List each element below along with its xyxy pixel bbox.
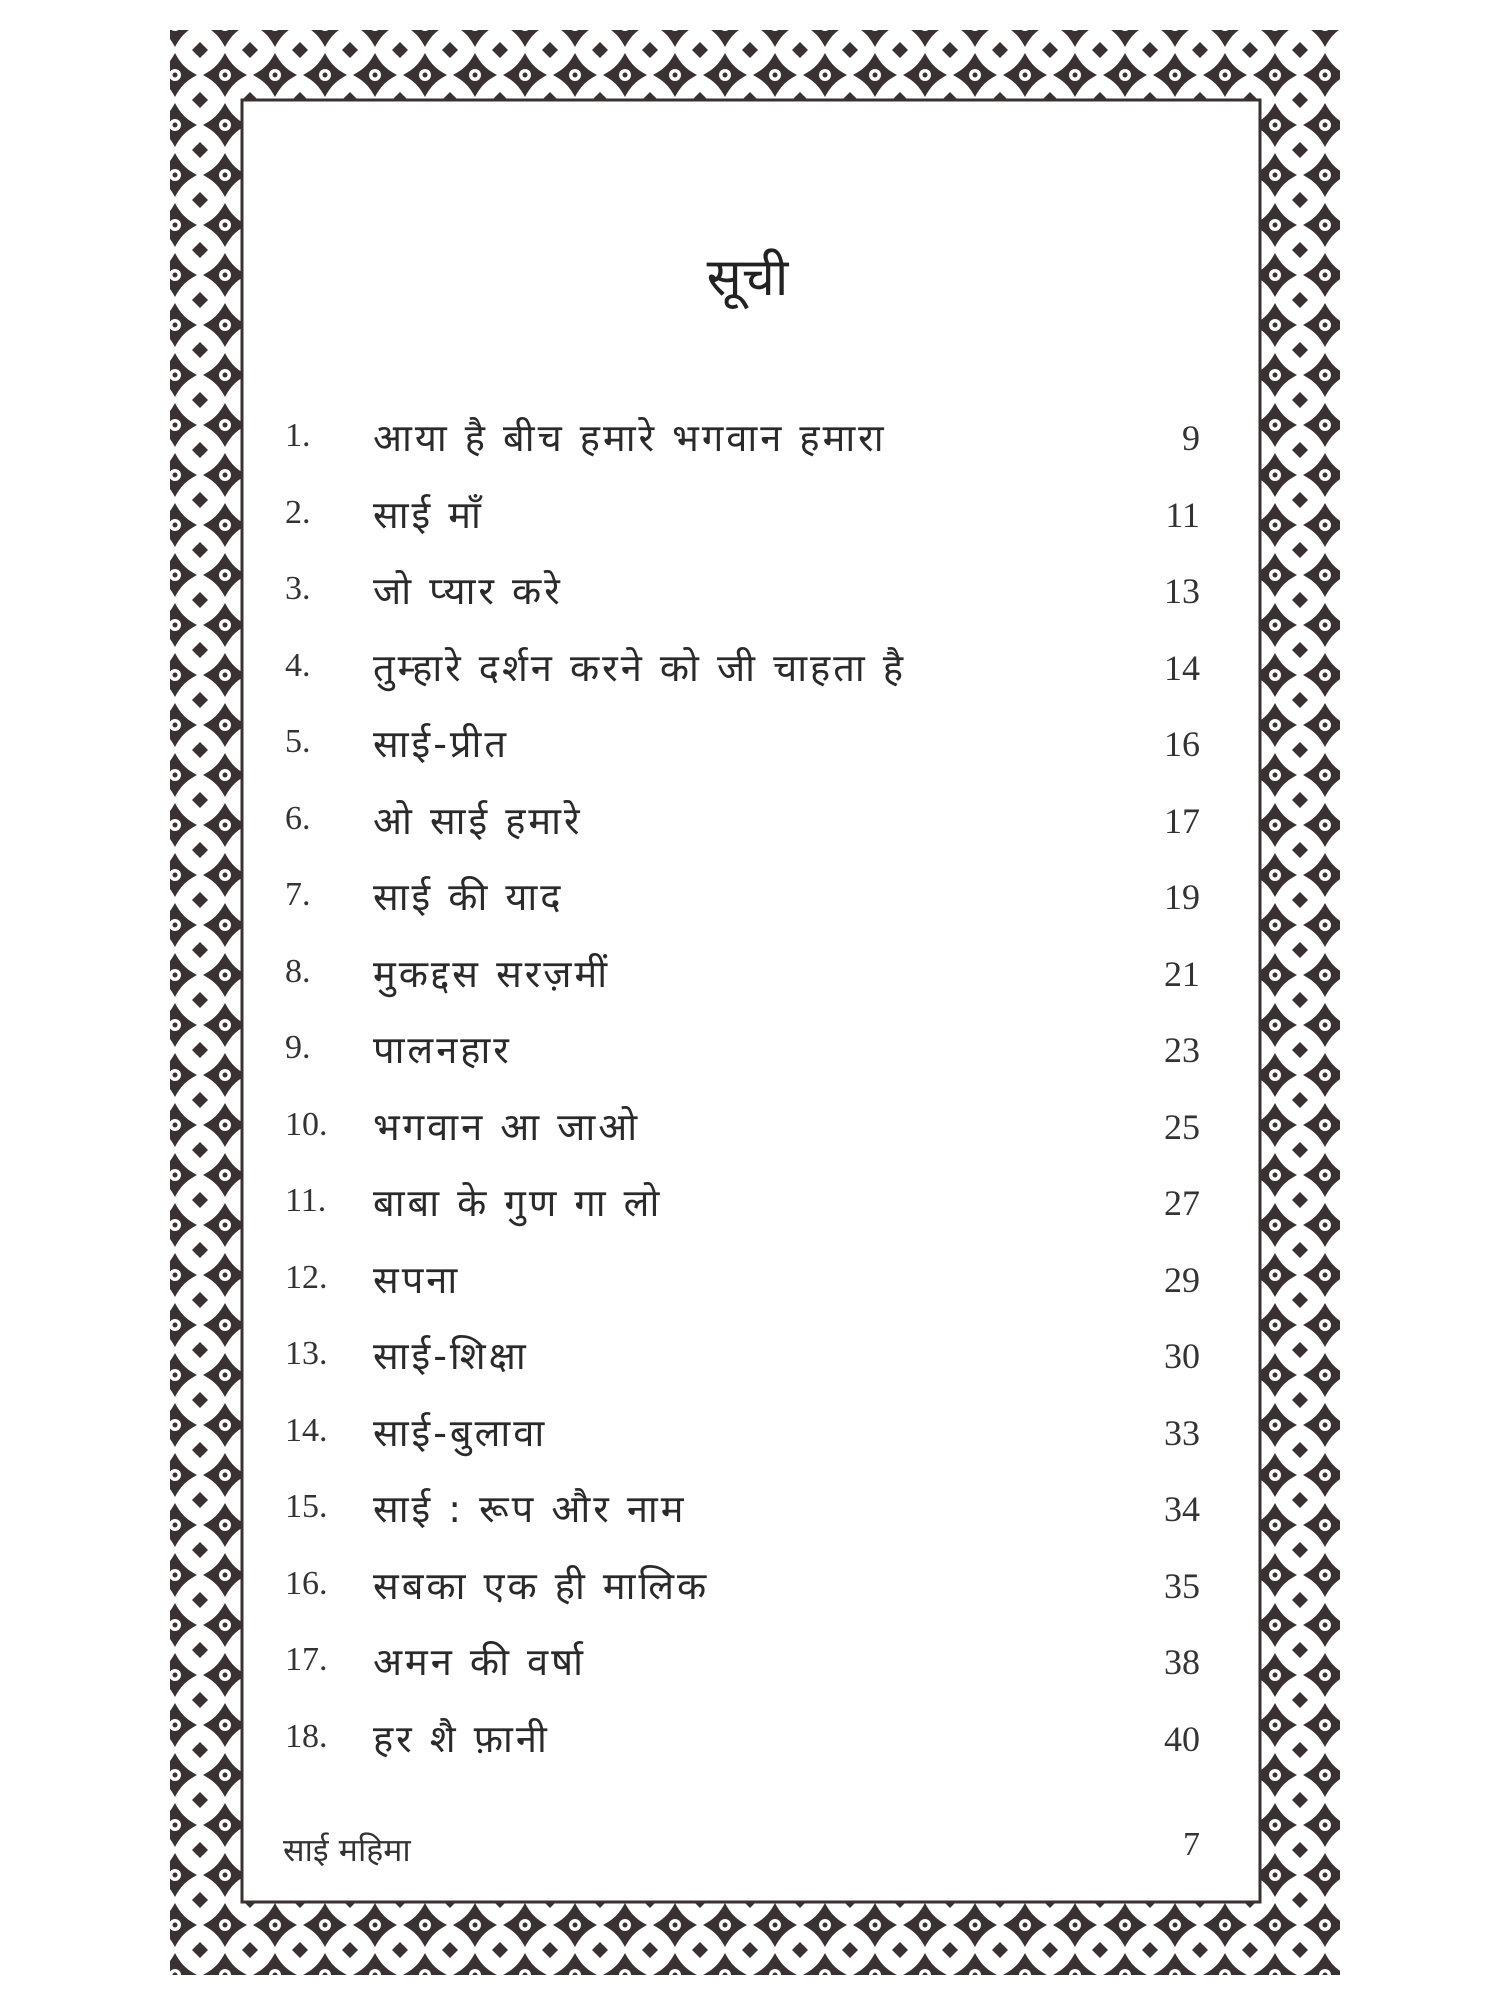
toc-entry (255, 405, 1240, 482)
toc-entry-page: 11 (1165, 494, 1200, 535)
toc-entry-page: 17 (1164, 800, 1200, 841)
toc-entry-page: 29 (1164, 1259, 1200, 1300)
toc-entry-number: 7. (285, 876, 311, 913)
toc-entry (255, 788, 1240, 865)
toc-entry-number: 9. (285, 1029, 311, 1066)
table-of-contents (255, 405, 1240, 1782)
toc-entry-title: साई की याद (373, 875, 564, 919)
toc-entry-page: 27 (1164, 1183, 1200, 1223)
toc-entry-page: 19 (1164, 877, 1200, 917)
toc-entry-title: अमन की वर्षा (373, 1640, 586, 1684)
page-number: 7 (1183, 1826, 1200, 1863)
toc-entry-number: 6. (285, 799, 311, 837)
toc-entry-number: 12. (285, 1258, 328, 1296)
toc-entry-page: 23 (1164, 1030, 1200, 1070)
toc-entry-title: साई-प्रीत (373, 722, 510, 766)
running-footer-title: साई महिमा (283, 1831, 411, 1869)
toc-entry (255, 558, 1240, 635)
toc-entry-title: ओ साई हमारे (373, 798, 583, 843)
toc-entry-page: 40 (1164, 1718, 1200, 1759)
toc-entry-title: सबका एक ही मालिक (373, 1563, 710, 1608)
toc-entry-page: 35 (1164, 1565, 1200, 1606)
toc-entry-page: 16 (1164, 724, 1200, 764)
toc-entry-title: साई माँ (373, 492, 484, 537)
toc-entry-number: 17. (285, 1641, 328, 1678)
toc-entry (255, 1706, 1240, 1783)
toc-entry (255, 1323, 1240, 1400)
toc-entry-number: 1. (285, 417, 311, 454)
toc-entry-title: तुम्हारे दर्शन करने को जी चाहता है (373, 645, 906, 690)
toc-entry-number: 2. (285, 493, 311, 531)
toc-entry (255, 941, 1240, 1018)
toc-entry (255, 635, 1240, 712)
toc-entry-number: 15. (285, 1488, 328, 1525)
toc-entry-page: 14 (1164, 647, 1200, 688)
toc-entry (255, 1247, 1240, 1324)
toc-entry-title: साई : रूप और नाम (373, 1487, 687, 1531)
toc-entry-number: 13. (285, 1335, 328, 1372)
toc-entry-title: मुकद्दस सरज़मीं (373, 951, 611, 996)
toc-entry (255, 711, 1240, 788)
toc-entry-title: जो प्यार करे (373, 569, 563, 613)
toc-entry (255, 1094, 1240, 1171)
toc-entry-title: हर शै फ़ानी (373, 1716, 550, 1761)
toc-entry-page: 9 (1182, 418, 1200, 458)
toc-entry-page: 33 (1164, 1412, 1200, 1453)
toc-entry-title: आया है बीच हमारे भगवान हमारा (373, 416, 887, 460)
page-title: सूची (706, 248, 789, 308)
toc-entry (255, 1017, 1240, 1094)
toc-entry-number: 18. (285, 1717, 328, 1755)
toc-entry (255, 1400, 1240, 1477)
toc-entry-page: 21 (1164, 953, 1200, 994)
toc-entry-page: 38 (1164, 1642, 1200, 1682)
toc-entry (255, 864, 1240, 941)
toc-entry (255, 1553, 1240, 1630)
toc-entry-title: बाबा के गुण गा लो (373, 1181, 663, 1225)
toc-entry-title: साई-बुलावा (373, 1410, 548, 1455)
toc-entry (255, 1629, 1240, 1706)
toc-entry-page: 34 (1164, 1489, 1200, 1529)
toc-entry-number: 14. (285, 1411, 328, 1449)
toc-entry-number: 3. (285, 570, 311, 607)
toc-entry (255, 1170, 1240, 1247)
toc-entry-page: 13 (1164, 571, 1200, 611)
toc-entry-title: साई-शिक्षा (373, 1334, 529, 1378)
page-content (255, 200, 1240, 1869)
toc-entry-number: 16. (285, 1564, 328, 1602)
toc-entry-page: 25 (1164, 1106, 1200, 1147)
toc-entry-number: 10. (285, 1105, 328, 1143)
toc-entry-number: 4. (285, 646, 311, 684)
toc-entry (255, 1476, 1240, 1553)
toc-entry-number: 5. (285, 723, 311, 760)
toc-entry (255, 482, 1240, 559)
toc-entry-number: 8. (285, 952, 311, 990)
toc-entry-title: सपना (373, 1257, 461, 1302)
toc-entry-page: 30 (1164, 1336, 1200, 1376)
toc-entry-number: 11. (285, 1182, 327, 1219)
toc-entry-title: भगवान आ जाओ (373, 1104, 641, 1149)
toc-entry-title: पालनहार (373, 1028, 512, 1072)
